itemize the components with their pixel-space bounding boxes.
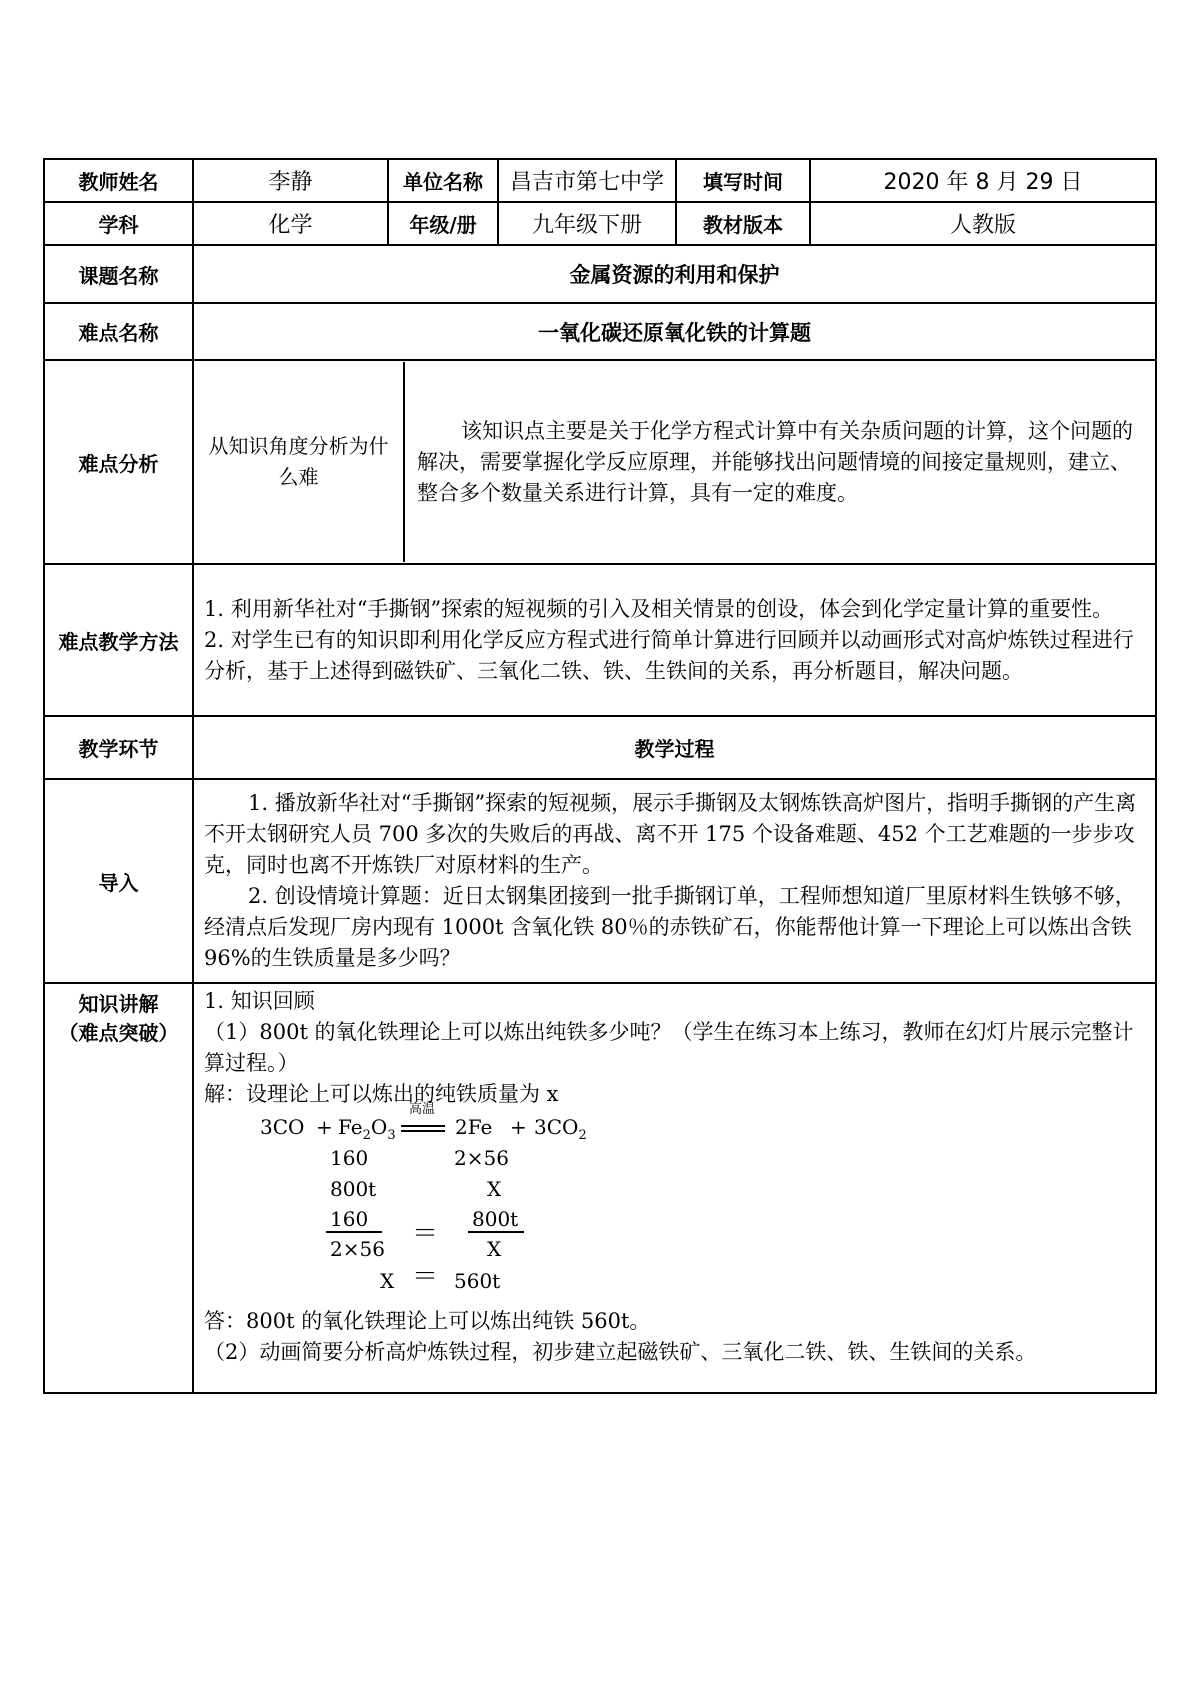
intro-content: [193, 779, 1156, 983]
knowledge-label-line2: （难点突破）: [58, 1021, 179, 1045]
teacher-name-label: 教师姓名: [44, 159, 193, 202]
topic-value: 金属资源的利用和保护: [193, 245, 1156, 303]
knowledge-label-line1: 知识讲解: [78, 992, 159, 1016]
knowledge-question-1: （1）800t 的氧化铁理论上可以炼出纯铁多少吨？（学生在练习本上练习，教师在幻灯片展示完整计算过程。）: [204, 1020, 1134, 1075]
product-co2: $3CO_2$: [534, 1115, 587, 1143]
mass-800t: 800t: [330, 1177, 377, 1201]
reactant-fe2o3: $Fe_2O_3$: [338, 1115, 396, 1143]
method-item-1: 1. 利用新华社对“手撕钢”探索的短视频的引入及相关情景的创设，体会到化学定量计算的重要性。: [204, 596, 1114, 621]
fill-date-value: 2020 年 8 月 29 日: [810, 159, 1156, 202]
frac-right-den: X: [487, 1237, 502, 1261]
difficulty-row: [44, 303, 1156, 360]
method-label: 难点教学方法: [44, 564, 193, 716]
analysis-sub-label: 从知识角度分析为什么难: [194, 362, 404, 562]
topic-row: [44, 245, 1156, 303]
teacher-name-value: 李静: [193, 159, 388, 202]
equals-line-bottom: [401, 1130, 445, 1132]
process-stage-label: 教学环节: [44, 716, 193, 779]
frac-left-num: 160: [330, 1207, 369, 1231]
difficulty-value: 一氧化碳还原氧化铁的计算题: [193, 303, 1156, 360]
mass-x: X: [487, 1177, 502, 1201]
mass-160: 160: [330, 1146, 369, 1170]
reaction-condition: 高温: [409, 1102, 436, 1117]
equals-line-top: [401, 1125, 445, 1127]
product-fe: 2Fe: [455, 1115, 493, 1139]
lesson-plan-table: [43, 158, 1157, 1394]
lesson-plan-page: [43, 158, 1155, 1394]
analysis-row: [44, 360, 1156, 564]
intro-label: 导入: [44, 779, 193, 983]
reactant-co: 3CO: [260, 1115, 305, 1139]
grade-label: 年级/册: [388, 202, 498, 245]
analysis-content: [193, 360, 1156, 564]
grade-value: 九年级下册: [498, 202, 676, 245]
frac-right-line: [468, 1231, 524, 1233]
info-row-1: [44, 159, 1156, 202]
topic-label: 课题名称: [44, 245, 193, 303]
frac-right-num: 800t: [472, 1207, 519, 1231]
analysis-text: 该知识点主要是关于化学方程式计算中有关杂质问题的计算，这个问题的解决，需要掌握化学反应原理，并能够找出问题情境的间接定量规则，建立、整合多个数量关系进行计算，具有一定的难度。: [417, 418, 1133, 505]
intro-row: [44, 779, 1156, 983]
solution-intro: 解：设理论上可以炼出的纯铁质量为 x: [204, 1082, 559, 1106]
knowledge-content: [193, 983, 1156, 1393]
process-header-row: [44, 716, 1156, 779]
knowledge-heading: 1. 知识回顾: [204, 989, 315, 1013]
subject-value: 化学: [193, 202, 388, 245]
intro-item-2: 2. 创设情境计算题：近日太钢集团接到一批手撕钢订单，工程师想知道厂里原材料生铁够不够，经清点后发现厂房内现有 1000t 含氧化铁 80％的赤铁矿石，你能帮他计算一下理论上可以炼出含铁 96%的生铁质量是多少吗？: [204, 884, 1136, 970]
result-value: 560t: [454, 1269, 501, 1293]
analysis-inner: [194, 362, 1155, 562]
plus-sign-1: +: [316, 1115, 333, 1139]
plus-sign-2: +: [510, 1115, 527, 1139]
info-row-2: [44, 202, 1156, 245]
analysis-label: 难点分析: [44, 360, 193, 564]
method-item-2: 2. 对学生已有的知识即利用化学反应方程式进行简单计算进行回顾并以动画形式对高炉炼铁过程进行分析，基于上述得到磁铁矿、三氧化二铁、铁、生铁间的关系，再分析题目，解决问题。: [204, 627, 1134, 683]
knowledge-row: [44, 983, 1156, 1393]
difficulty-label: 难点名称: [44, 303, 193, 360]
calculation-block: [204, 1102, 1145, 1306]
method-content: [193, 564, 1156, 716]
school-label: 单位名称: [388, 159, 498, 202]
frac-equals: ＝: [412, 1219, 439, 1249]
knowledge-question-2: （2）动画简要分析高炉炼铁过程，初步建立起磁铁矿、三氧化二铁、铁、生铁间的关系。: [204, 1340, 1037, 1364]
textbook-value: 人教版: [810, 202, 1156, 245]
answer-text: 答：800t 的氧化铁理论上可以炼出纯铁 560t。: [204, 1309, 651, 1333]
process-label: 教学过程: [193, 716, 1156, 779]
fill-date-label: 填写时间: [676, 159, 810, 202]
school-value: 昌吉市第七中学: [498, 159, 676, 202]
frac-left-den: 2×56: [330, 1237, 385, 1261]
subject-label: 学科: [44, 202, 193, 245]
knowledge-label: [44, 983, 193, 1393]
mass-2x56: 2×56: [454, 1146, 509, 1170]
intro-item-1: 1. 播放新华社对“手撕钢”探索的短视频，展示手撕钢及太钢炼铁高炉图片，指明手撕钢的产生离不开太钢研究人员 700 多次的失败后的再战、离不开 175 个设备难题、452 个工艺难题的一步步攻克，同时也离不开炼铁厂对原材料的生产。: [204, 791, 1137, 877]
frac-left-line: [326, 1231, 382, 1233]
method-row: [44, 564, 1156, 716]
result-equals: ＝: [412, 1262, 439, 1292]
textbook-label: 教材版本: [676, 202, 810, 245]
result-x: X: [380, 1269, 395, 1293]
